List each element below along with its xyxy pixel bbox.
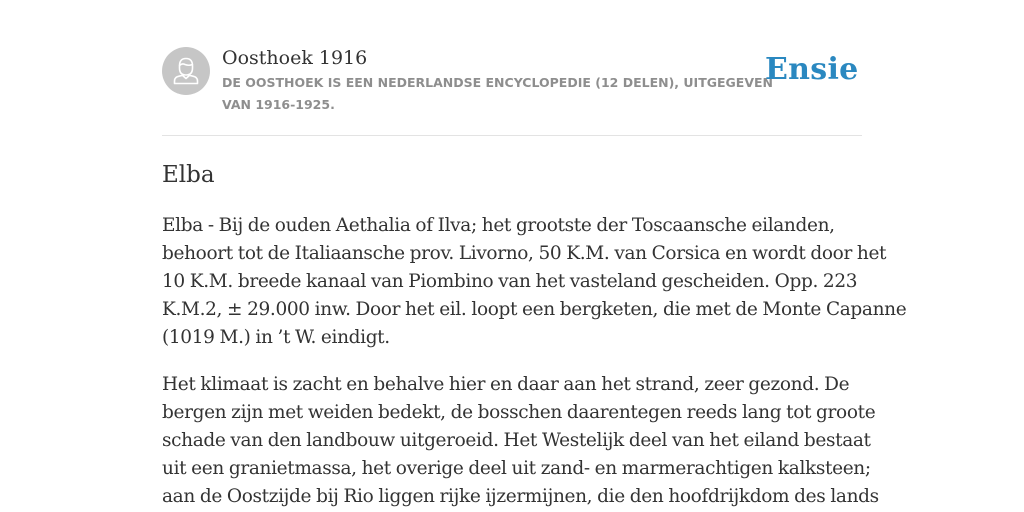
paragraph-line: bergen zijn met weiden bedekt, de bosschen daarentegen reeds lang tot groote — [162, 402, 876, 423]
avatar[interactable] — [162, 47, 210, 95]
paragraph-line: aan de Oostzijde bij Rio liggen rijke ijzermijnen, die den hoofdrijkdom des lands — [162, 486, 879, 507]
paragraph-line: behoort tot de Italiaansche prov. Livorno, 50 K.M. van Corsica en wordt door het — [162, 243, 887, 264]
header-divider — [162, 135, 862, 136]
paragraph — [162, 371, 882, 511]
user-icon — [162, 47, 210, 95]
article-title: Elba — [162, 162, 215, 188]
source-description — [222, 72, 773, 116]
source-header — [162, 46, 862, 116]
paragraph-line: Het klimaat is zacht en behalve hier en daar aan het strand, zeer gezond. De — [162, 374, 850, 395]
paragraph-line: Elba - Bij de ouden Aethalia of Ilva; het grootste der Toscaansche eilanden, — [162, 215, 835, 236]
paragraph-line: K.M.2, ± 29.000 inw. Door het eil. loopt een bergketen, die met de Monte Capanne — [162, 299, 907, 320]
paragraph-line: uit een granietmassa, het overige deel uit zand- en marmerachtigen kalksteen; — [162, 458, 871, 479]
paragraph — [162, 212, 907, 352]
source-title[interactable]: Oosthoek 1916 — [222, 47, 368, 69]
brand-logo[interactable]: Ensie — [765, 52, 859, 87]
source-description-line: DE OOSTHOEK IS EEN NEDERLANDSE ENCYCLOPEDIE (12 DELEN), UITGEGEVEN — [222, 75, 773, 90]
paragraph-line: (1019 M.) in ’t W. eindigt. — [162, 327, 390, 348]
paragraph-line: 10 K.M. breede kanaal van Piombino van het vasteland gescheiden. Opp. 223 — [162, 271, 858, 292]
article-body — [162, 212, 907, 512]
paragraph-line: schade van den landbouw uitgeroeid. Het Westelijk deel van het eiland bestaat — [162, 430, 871, 451]
source-description-line: VAN 1916-1925. — [222, 97, 335, 112]
